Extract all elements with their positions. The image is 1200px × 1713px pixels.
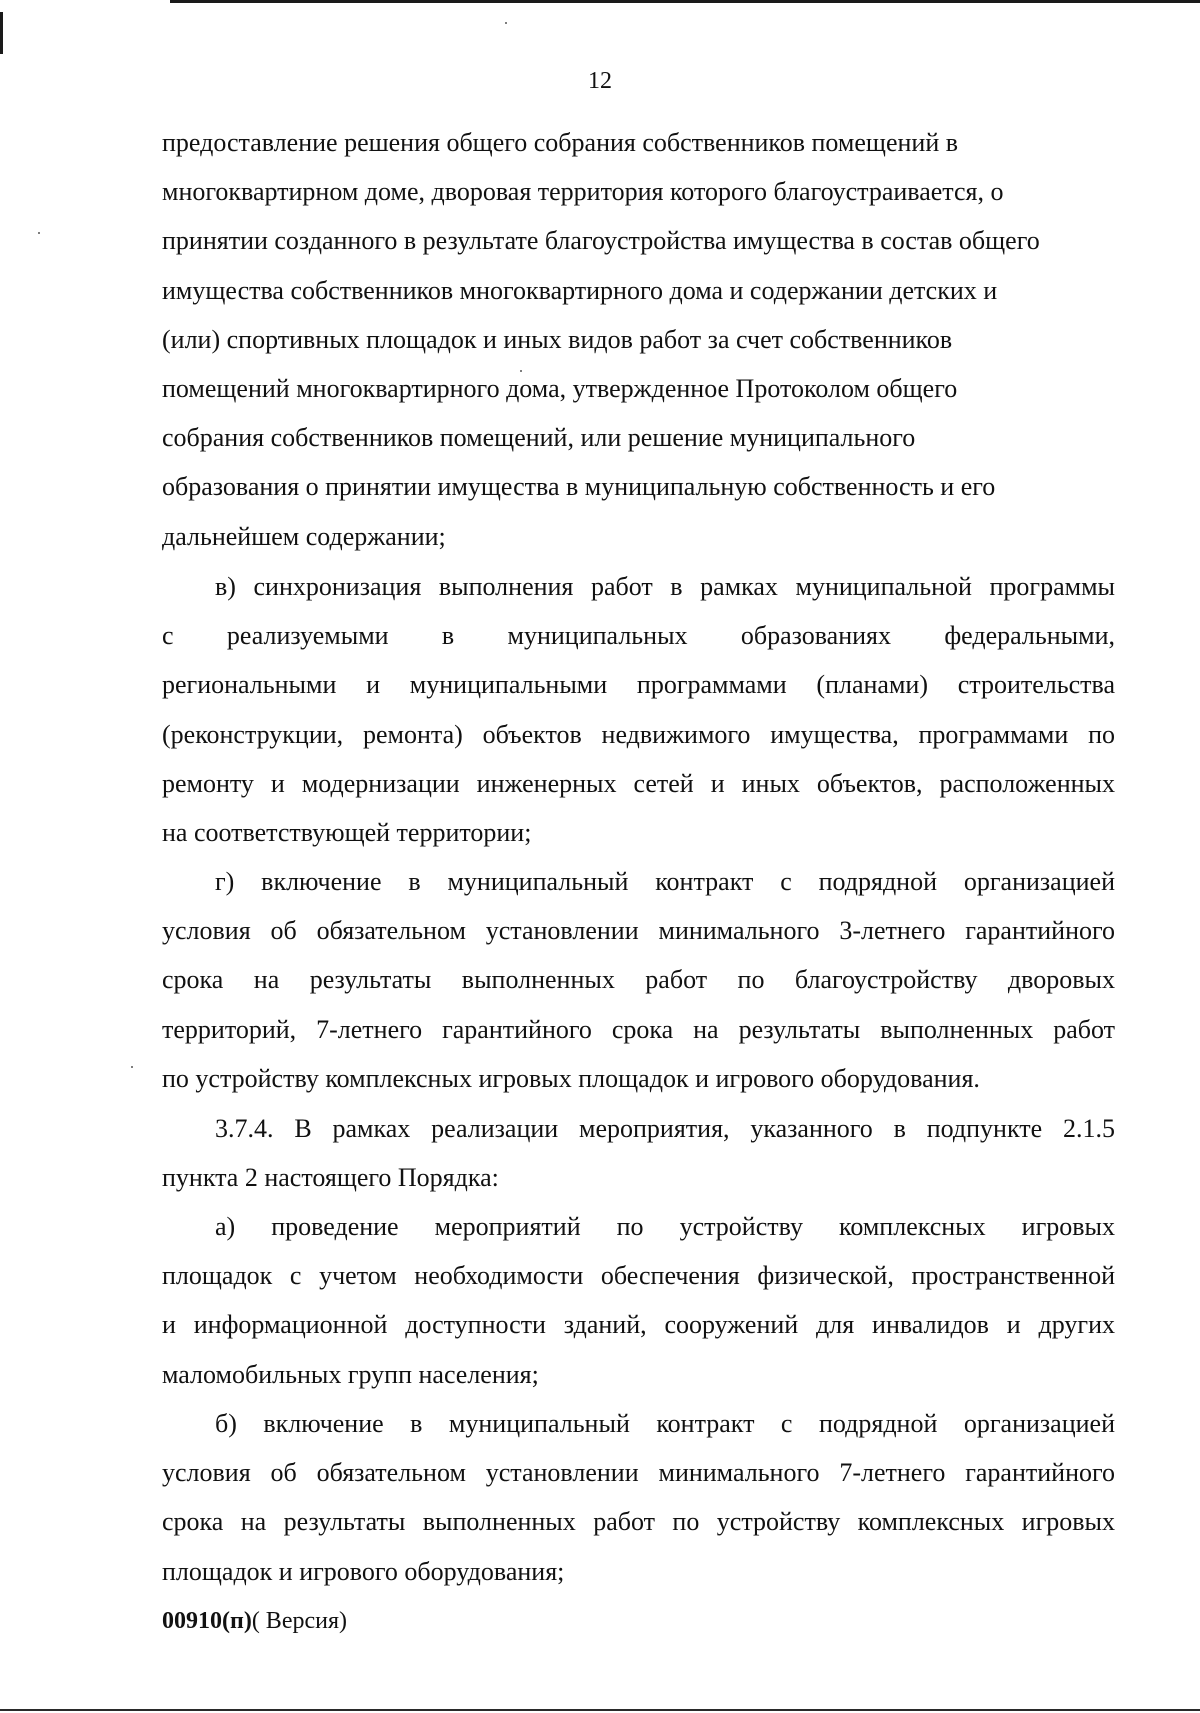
text-line: ремонту и модернизации инженерных сетей и иных объектов, расположенных — [162, 768, 1115, 798]
text-line: условия об обязательном установлении минимального 7-летнего гарантийного — [162, 1458, 1115, 1488]
document-version: ( Версия) — [251, 1608, 347, 1634]
text-line: региональными и муниципальными программами (планами) строительства — [162, 670, 1115, 700]
text-line: (реконструкции, ремонта) объектов недвижимого имущества, программами по — [162, 719, 1115, 749]
scan-speck — [131, 1066, 133, 1068]
text-line: 3.7.4. В рамках реализации мероприятия, указанного в подпункте 2.1.5 — [215, 1114, 1115, 1143]
text-line: дальнейшем содержании; — [162, 521, 446, 551]
text-line: площадок и игрового оборудования; — [162, 1556, 565, 1586]
scan-top-edge-line — [170, 0, 1200, 3]
paragraph-continuation — [162, 118, 1115, 561]
paragraph-3-7-4 — [162, 1104, 1115, 1202]
text-line: территорий, 7-летнего гарантийного срока на результаты выполненных работ — [162, 1014, 1115, 1044]
text-line: собрания собственников помещений, или решение муниципального — [162, 423, 916, 453]
scan-left-edge-mark — [0, 12, 3, 54]
text-line: б) включение в муниципальный контракт с подрядной организацией — [215, 1409, 1115, 1438]
text-line: помещений многоквартирного дома, утвержденное Протоколом общего — [162, 374, 958, 404]
text-line: площадок с учетом необходимости обеспечения физической, пространственной — [162, 1261, 1115, 1291]
paragraph-item-a — [162, 1202, 1115, 1399]
text-line: имущества собственников многоквартирного дома и содержании детских и — [162, 275, 998, 305]
text-line: образования о принятии имущества в муниципальную собственность и его — [162, 472, 996, 502]
paragraph-item-b — [162, 1399, 1115, 1596]
text-line: а) проведение мероприятий по устройству комплексных игровых — [215, 1212, 1115, 1241]
document-code: 00910(п) — [162, 1608, 252, 1634]
text-line: маломобильных групп населения; — [162, 1359, 539, 1389]
text-line: предоставление решения общего собрания собственников помещений в — [162, 128, 959, 157]
scan-speck — [505, 22, 507, 24]
text-line: срока на результаты выполненных работ по благоустройству дворовых — [162, 965, 1115, 995]
paragraph-item-g — [162, 857, 1115, 1103]
text-line: принятии созданного в результате благоустройства имущества в состав общего — [162, 226, 1040, 256]
scan-speck — [38, 232, 40, 234]
document-footer-code — [162, 1608, 347, 1635]
text-line: условия об обязательном установлении минимального 3-летнего гарантийного — [162, 916, 1115, 946]
text-line: в) синхронизация выполнения работ в рамках муниципальной программы — [215, 572, 1115, 601]
text-line: (или) спортивных площадок и иных видов работ за счет собственников — [162, 324, 953, 354]
text-line: с реализуемыми в муниципальных образованиях федеральными, — [162, 621, 1115, 651]
paragraph-item-v — [162, 562, 1115, 857]
text-line: пункта 2 настоящего Порядка: — [162, 1163, 499, 1193]
page-number: 12 — [588, 68, 612, 94]
text-line: по устройству комплексных игровых площадок и игрового оборудования. — [162, 1063, 980, 1093]
text-line: многоквартирном доме, дворовая территория которого благоустраивается, о — [162, 177, 1004, 207]
text-line: на соответствующей территории; — [162, 818, 532, 848]
text-line: и информационной доступности зданий, сооружений для инвалидов и других — [162, 1310, 1115, 1340]
text-line: г) включение в муниципальный контракт с подрядной организацией — [215, 867, 1115, 896]
text-line: срока на результаты выполненных работ по устройству комплексных игровых — [162, 1507, 1115, 1537]
scan-bottom-edge-line — [0, 1709, 1200, 1711]
